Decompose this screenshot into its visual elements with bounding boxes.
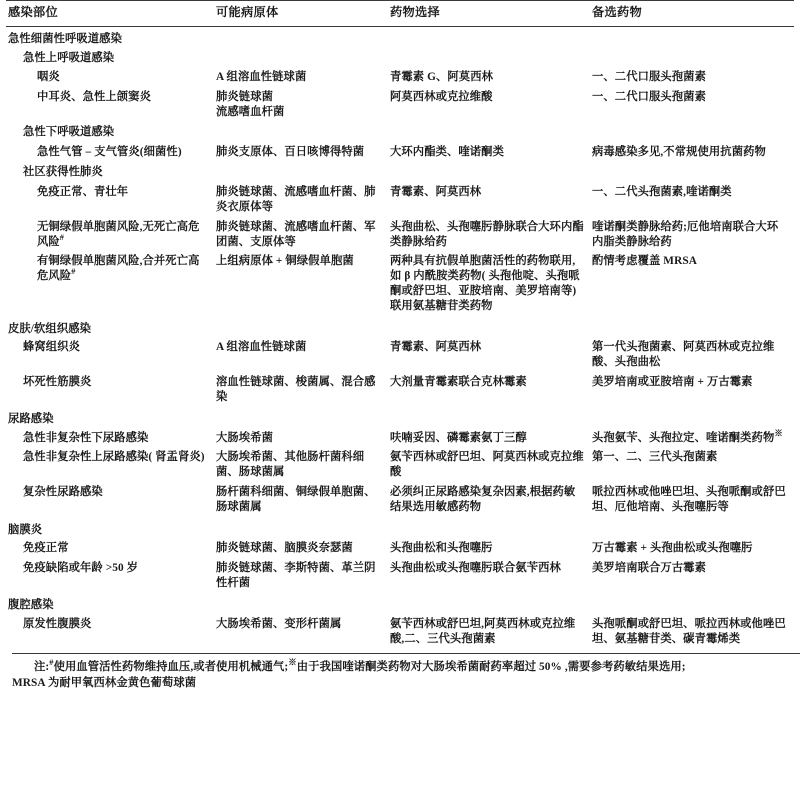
cell-site	[6, 143, 214, 163]
cell-alt	[590, 317, 794, 338]
cell-drug	[388, 407, 590, 428]
cell-pathogen	[214, 538, 388, 558]
cell-alt	[590, 558, 794, 593]
cell-alt	[590, 593, 794, 614]
cell-alt	[590, 614, 794, 649]
cell-pathogen	[214, 593, 388, 614]
cell-site	[6, 372, 214, 407]
table-row	[6, 27, 794, 48]
cell-line: 中耳炎、急性上颌窦炎	[37, 91, 151, 104]
cell-line: 咽炎	[37, 71, 60, 84]
column-header-possible-pathogen: 可能病原体	[214, 1, 388, 27]
table-row	[6, 593, 794, 614]
cell-line: 头孢曲松、头孢噻肟静脉联合大环内酯类静脉给药	[390, 220, 584, 248]
column-header-drug-choice: 药物选择	[388, 1, 590, 27]
table-row	[6, 217, 794, 252]
table-row	[6, 372, 794, 407]
cell-line: 头孢哌酮或舒巴坦、哌拉西林或他唑巴坦、氨基糖苷类、碳青霉烯类	[592, 617, 786, 645]
cell-line: 头孢曲松和头孢噻肟	[390, 541, 493, 554]
footnote-text-1: 使用血管活性药物维持血压,或者使用机械通气;	[53, 660, 289, 673]
cell-drug	[388, 372, 590, 407]
cell-pathogen	[214, 483, 388, 518]
cell-drug	[388, 182, 590, 217]
cell-alt	[590, 27, 794, 48]
cell-line: 急性下呼吸道感染	[23, 126, 115, 139]
cell-drug	[388, 538, 590, 558]
footnote-lead: 注:	[34, 660, 50, 673]
cell-drug	[388, 27, 590, 48]
cell-line: 大剂量青霉素联合克林霉素	[390, 375, 527, 388]
cell-line: 免疫缺陷或年龄 >50 岁	[23, 561, 139, 574]
cell-line: 美罗培南联合万古霉素	[592, 561, 706, 574]
cell-line: 肺炎链球菌、脑膜炎奈瑟菌	[216, 541, 353, 554]
cell-line: 大肠埃希菌、其他肠杆菌科细菌、肠球菌属	[216, 451, 365, 479]
cell-line: 急性上呼吸道感染	[23, 51, 115, 64]
table-row	[6, 88, 794, 123]
cell-drug	[388, 217, 590, 252]
cell-site	[6, 593, 214, 614]
cell-pathogen	[214, 558, 388, 593]
footnote-line-2: MRSA 为耐甲氧西林金黄色葡萄球菌	[12, 676, 197, 689]
cell-pathogen	[214, 372, 388, 407]
cell-pathogen	[214, 162, 388, 182]
cell-pathogen	[214, 428, 388, 448]
cell-drug	[388, 317, 590, 338]
cell-drug	[388, 448, 590, 483]
cell-pathogen	[214, 182, 388, 217]
footnote-marker: #	[59, 232, 65, 242]
cell-line: 大环内酯类、喹诺酮类	[390, 146, 504, 159]
cell-site	[6, 317, 214, 338]
cell-line: 社区获得性肺炎	[23, 165, 103, 178]
cell-line: 急性非复杂性上尿路感染( 肾盂肾炎)	[23, 451, 205, 464]
cell-drug	[388, 162, 590, 182]
cell-pathogen	[214, 123, 388, 143]
cell-line: 急性气管 – 支气管炎(细菌性)	[37, 146, 182, 159]
table-row	[6, 48, 794, 68]
cell-line: 头孢氨苄、头孢拉定、喹诺酮类药物※	[592, 428, 783, 444]
table-row	[6, 68, 794, 88]
cell-drug	[388, 143, 590, 163]
cell-pathogen	[214, 317, 388, 338]
cell-line: 蜂窝组织炎	[23, 341, 80, 353]
cell-pathogen	[214, 217, 388, 252]
cell-line: 第一代头孢菌素、阿莫西林或克拉维酸、头孢曲松	[592, 341, 775, 368]
antibiotic-selection-table	[6, 0, 794, 649]
cell-drug	[388, 428, 590, 448]
cell-line: 脑膜炎	[8, 523, 43, 536]
cell-site	[6, 538, 214, 558]
cell-line: 酌情考虑覆盖 MRSA	[592, 255, 697, 268]
cell-pathogen	[214, 27, 388, 48]
cell-line: 腹腔感染	[8, 599, 54, 612]
cell-site	[6, 614, 214, 649]
cell-drug	[388, 68, 590, 88]
cell-line: 原发性腹膜炎	[23, 617, 92, 630]
cell-alt	[590, 217, 794, 252]
cell-drug	[388, 48, 590, 68]
footnote-marker: ※	[774, 428, 783, 438]
cell-alt	[590, 88, 794, 123]
cell-site	[6, 338, 214, 373]
cell-line: 免疫正常、青壮年	[37, 185, 129, 198]
cell-drug	[388, 123, 590, 143]
footnote-marker-hash: #	[49, 658, 54, 668]
cell-line: 必须纠正尿路感染复杂因素,根据药敏结果选用敏感药物	[390, 486, 576, 514]
table-row	[6, 182, 794, 217]
cell-drug	[388, 593, 590, 614]
cell-drug	[388, 483, 590, 518]
cell-site	[6, 88, 214, 123]
cell-line: 青霉素、阿莫西林	[390, 185, 482, 198]
cell-line: 万古霉素 + 头孢曲松或头孢噻肟	[592, 541, 753, 554]
cell-alt	[590, 407, 794, 428]
cell-alt	[590, 68, 794, 88]
cell-line: 青霉素 G、阿莫西林	[390, 71, 493, 84]
cell-line: 上组病原体 + 铜绿假单胞菌	[216, 255, 354, 268]
cell-line: 一、二代头孢菌素,喹诺酮类	[592, 185, 732, 198]
footnote-marker: #	[71, 267, 76, 277]
table-row	[6, 483, 794, 518]
cell-pathogen	[214, 143, 388, 163]
cell-alt	[590, 372, 794, 407]
cell-site	[6, 48, 214, 68]
cell-line: 肺炎链球菌、流感嗜血杆菌、军团菌、支原体等	[216, 220, 376, 248]
cell-pathogen	[214, 614, 388, 649]
footnote-marker-asterisk: ※	[288, 658, 297, 668]
cell-site	[6, 217, 214, 252]
cell-line: 急性细菌性呼吸道感染	[8, 33, 122, 46]
cell-line: 两种具有抗假单胞菌活性的药物联用,如 β 内酰胺类药物( 头孢他啶、头孢哌酮或舒巴坦、亚胺培南、美罗培南等)联用氨基糖苷类药物	[390, 255, 580, 313]
cell-line: 哌拉西林或他唑巴坦、头孢哌酮或舒巴坦、厄他培南、头孢噻肟等	[592, 486, 786, 514]
cell-line: 一、二代口服头孢菌素	[592, 71, 706, 84]
cell-site	[6, 68, 214, 88]
table-row	[6, 338, 794, 373]
cell-line: 肺炎链球菌	[216, 91, 273, 104]
cell-line: 大肠埃希菌	[216, 431, 273, 444]
cell-line: 喹诺酮类静脉给药;厄他培南联合大环内脂类静脉给药	[592, 220, 779, 248]
table-row	[6, 518, 794, 539]
cell-line: 免疫正常	[23, 541, 69, 554]
table-row	[6, 252, 794, 317]
cell-line: 青霉素、阿莫西林	[390, 341, 482, 353]
cell-pathogen	[214, 448, 388, 483]
table-row	[6, 538, 794, 558]
cell-pathogen	[214, 407, 388, 428]
cell-alt	[590, 48, 794, 68]
cell-line: 肺炎支原体、百日咳博得特菌	[216, 146, 365, 159]
cell-line: 有铜绿假单胞菌风险,合并死亡高危风险#	[37, 255, 200, 283]
cell-line: 阿莫西林或克拉维酸	[390, 91, 493, 104]
cell-alt	[590, 338, 794, 373]
cell-line: 氨苄西林或舒巴坦,阿莫西林或克拉维酸,二、三代头孢菌素	[390, 617, 576, 645]
table-row	[6, 162, 794, 182]
cell-drug	[388, 252, 590, 317]
cell-site	[6, 27, 214, 48]
cell-line: 流感嗜血杆菌	[216, 106, 285, 119]
cell-line: 呋喃妥因、磷霉素氨丁三醇	[390, 431, 527, 444]
cell-line: 复杂性尿路感染	[23, 486, 103, 499]
cell-pathogen	[214, 68, 388, 88]
table-header	[6, 1, 794, 27]
cell-pathogen	[214, 48, 388, 68]
cell-site	[6, 123, 214, 143]
cell-line: 大肠埃希菌、变形杆菌属	[216, 617, 342, 630]
cell-alt	[590, 123, 794, 143]
cell-site	[6, 428, 214, 448]
cell-alt	[590, 428, 794, 448]
cell-pathogen	[214, 88, 388, 123]
table-row	[6, 123, 794, 143]
cell-line: 肠杆菌科细菌、铜绿假单胞菌、肠球菌属	[216, 486, 376, 514]
cell-drug	[388, 88, 590, 123]
column-header-infection-site: 感染部位	[6, 1, 214, 27]
cell-line: 美罗培南或亚胺培南 + 万古霉素	[592, 375, 753, 388]
cell-line: 肺炎链球菌、李斯特菌、革兰阴性杆菌	[216, 561, 376, 589]
table-bottom-rule	[12, 653, 800, 654]
cell-site	[6, 252, 214, 317]
table-footnote	[12, 659, 800, 691]
table-header-row	[6, 1, 794, 27]
cell-drug	[388, 558, 590, 593]
cell-site	[6, 518, 214, 539]
cell-line: 皮肤/软组织感染	[8, 322, 92, 335]
cell-drug	[388, 614, 590, 649]
cell-line: 无铜绿假单胞菌风险,无死亡高危风险#	[37, 220, 200, 248]
cell-alt	[590, 518, 794, 539]
table-row	[6, 558, 794, 593]
cell-pathogen	[214, 252, 388, 317]
table-row	[6, 448, 794, 483]
cell-line: 尿路感染	[8, 413, 54, 426]
cell-line: A 组溶血性链球菌	[216, 71, 307, 84]
table-row	[6, 143, 794, 163]
cell-line: 肺炎链球菌、流感嗜血杆菌、肺炎衣原体等	[216, 185, 376, 213]
table-row	[6, 428, 794, 448]
cell-alt	[590, 448, 794, 483]
column-header-alternative-drug: 备选药物	[590, 1, 794, 27]
cell-site	[6, 162, 214, 182]
cell-line: 溶血性链球菌、梭菌属、混合感染	[216, 375, 376, 403]
cell-pathogen	[214, 338, 388, 373]
cell-alt	[590, 538, 794, 558]
table-body	[6, 27, 794, 649]
cell-alt	[590, 483, 794, 518]
cell-line: 坏死性筋膜炎	[23, 375, 92, 388]
cell-alt	[590, 143, 794, 163]
cell-line: 氨苄西林或舒巴坦、阿莫西林或克拉维酸	[390, 451, 584, 479]
cell-line: 一、二代口服头孢菌素	[592, 91, 706, 104]
cell-drug	[388, 338, 590, 373]
cell-alt	[590, 182, 794, 217]
cell-line: 急性非复杂性下尿路感染	[23, 431, 149, 444]
table-row	[6, 614, 794, 649]
table-row	[6, 317, 794, 338]
cell-alt	[590, 252, 794, 317]
cell-line: 头孢曲松或头孢噻肟联合氨苄西林	[390, 561, 561, 574]
cell-alt	[590, 162, 794, 182]
cell-site	[6, 448, 214, 483]
footnote-text-2: 由于我国喹诺酮类药物对大肠埃希菌耐药率超过 50% ,需要参考药敏结果选用;	[296, 660, 686, 673]
cell-line: 第一、二、三代头孢菌素	[592, 451, 718, 464]
cell-line: 病毒感染多见,不常规使用抗菌药物	[592, 146, 766, 159]
table-row	[6, 407, 794, 428]
cell-site	[6, 483, 214, 518]
cell-site	[6, 407, 214, 428]
cell-site	[6, 558, 214, 593]
cell-pathogen	[214, 518, 388, 539]
cell-line: A 组溶血性链球菌	[216, 341, 307, 353]
cell-drug	[388, 518, 590, 539]
cell-site	[6, 182, 214, 217]
